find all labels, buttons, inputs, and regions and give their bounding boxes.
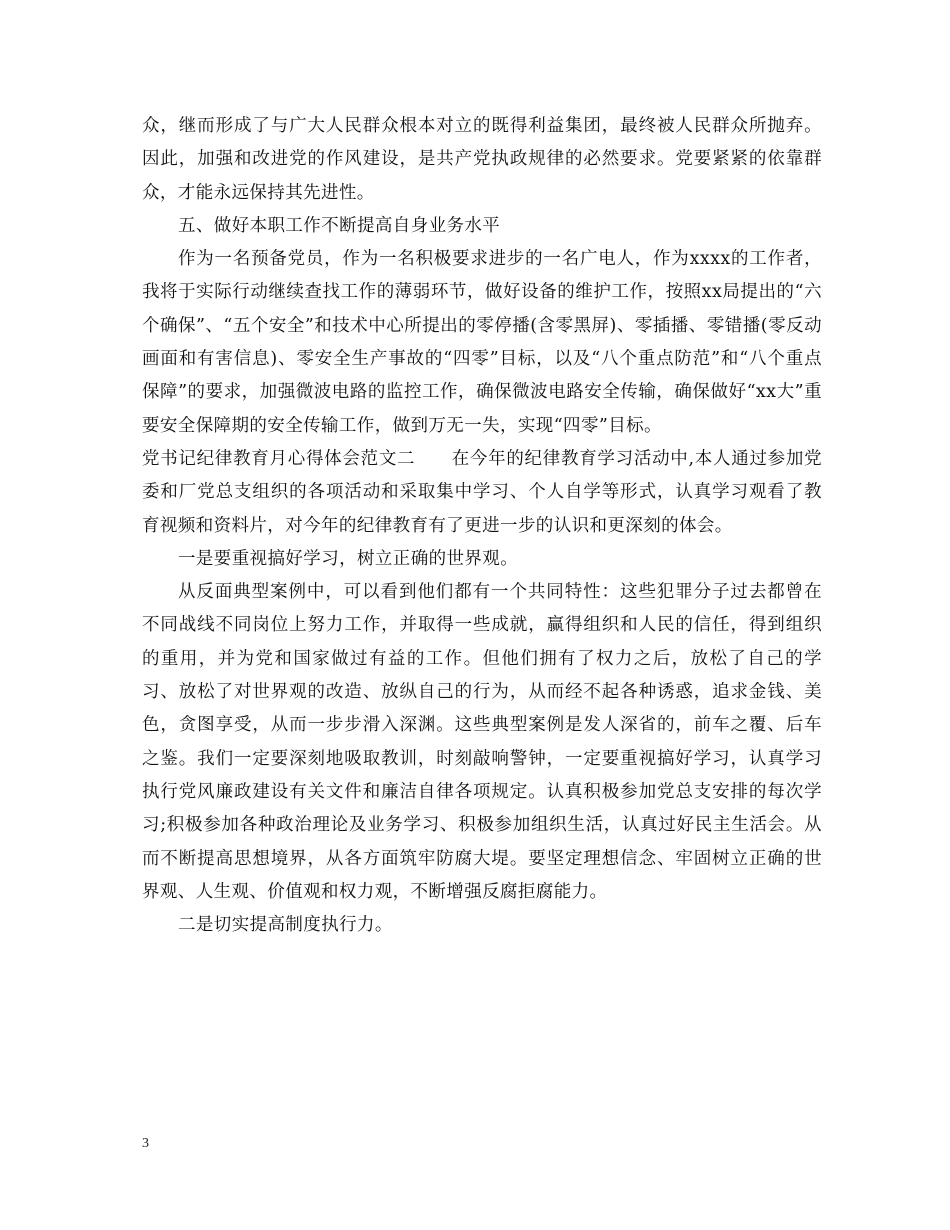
section-heading-two: 二是切实提高制度执行力。 <box>178 915 393 936</box>
section-heading-one: 一是要重视搞好学习，树立正确的世界观。 <box>178 548 519 569</box>
paragraph-essay-two-intro: 党书记纪律教育月心得体会范文二 在今年的纪律教育学习活动中,本人通过参加党委和厂党总支组织的各项活动和采取集中学习、个人自学等形式，认真学习观看了教育视频和资料片，对今年的纪律教育有了更进一步的认识和更深刻的体会。 <box>142 448 822 536</box>
paragraph-case-lessons: 从反面典型案例中，可以看到他们都有一个共同特性：这些犯罪分子过去都曾在不同战线不同岗位上努力工作，并取得一些成就，赢得组织和人民的信任，得到组织的重用，并为党和国家做过有益的工作。但他们拥有了权力之后，放松了自己的学习、放松了对世界观的改造、放纵自己的行为，从而经不起各种诱惑，追求金钱、美色，贪图享受，从而一步步滑入深渊。这些典型案例是发人深省的，前车之覆、后车之鉴。我们一定要深刻地吸取教训，时刻敲响警钟，一定要重视搞好学习，认真学习执行党风廉政建设有关文件和廉洁自律各项规定。认真积极参加党总支安排的每次学习;积极参加各种政治理论及业务学习、积极参加组织生活，认真过好民主生活会。从而不断提高思想境界，从各方面筑牢防腐大堤。要坚定理想信念、牢固树立正确的世界观、人生观、价值观和权力观，不断增强反腐拒腐能力。 <box>142 582 822 902</box>
document-body <box>142 110 822 942</box>
paragraph-job-duties: 作为一名预备党员，作为一名积极要求进步的一名广电人，作为xxxx的工作者，我将于实际行动继续查找工作的薄弱环节，做好设备的维护工作，按照xx局提出的“六个确保”、“五个安全”和技术中心所提出的零停播(含零黑屏)、零插播、零错播(零反动画面和有害信息)、零安全生产事故的“四零”目标，以及“八个重点防范”和“八个重点保障”的要求，加强微波电路的监控工作，确保微波电路安全传输，确保做好“xx大”重要安全保障期的安全传输工作，做到万无一失，实现“四零”目标。 <box>142 249 822 436</box>
section-heading-five: 五、做好本职工作不断提高自身业务水平 <box>178 215 501 236</box>
page-number: 3 <box>142 1136 149 1151</box>
paragraph-continuation: 众，继而形成了与广大人民群众根本对立的既得利益集团，最终被人民群众所抛弃。因此，加强和改进党的作风建设，是共产党执政规律的必然要求。党要紧紧的依靠群众，才能永远保持其先进性。 <box>142 116 822 203</box>
